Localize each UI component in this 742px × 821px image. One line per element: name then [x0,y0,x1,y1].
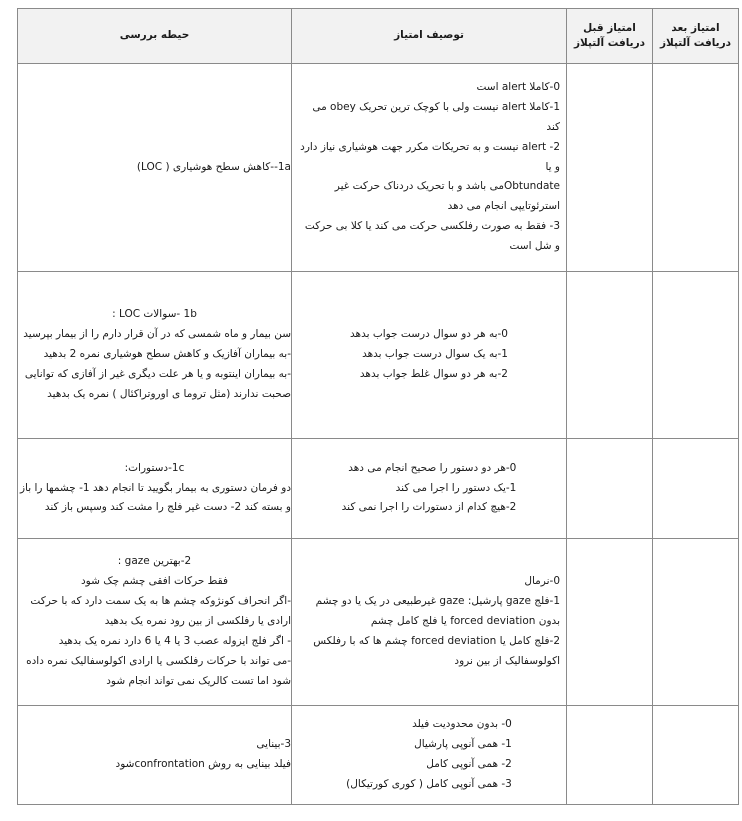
after-score-cell[interactable] [653,64,739,272]
description-line: 2- همی آنوپی کامل [426,758,512,770]
description-cell [292,539,567,706]
table-row [18,706,739,805]
description-line: 1-کاملا alert نیست ولی با کوچک ترین تحریک obey می کند [312,100,560,133]
description-line: 0-کاملا alert است [476,80,560,93]
description-line: 0- بدون محدودیت فیلد [412,718,512,731]
table-row [18,439,739,539]
description-line: 0-هر دو دستور را صحیح انجام می دهد [348,461,517,474]
table-header-row [18,9,739,64]
table-row [18,539,739,706]
area-title: 1a--کاهش سطح هوشیاری ( LOC) [136,160,291,173]
description-line: 1-یک دستور را اجرا می کند [395,481,517,494]
before-score-cell[interactable] [567,439,653,539]
after-score-cell[interactable] [653,439,739,539]
header-area: حیطه بررسی [18,9,292,64]
area-cell [18,272,292,439]
header-after-score: امتیاز بعد دریافت آلتپلاز [653,9,739,64]
area-cell [18,706,292,805]
header-before-score: امتیاز قبل دریافت آلتپلاز [567,9,653,64]
description-cell [292,64,567,272]
area-title: 2-بهترین gaze : [117,555,192,568]
description-cell [292,439,567,539]
description-line: 0-به هر دو سوال درست جواب بدهد [350,328,508,341]
description-line: 3- فقط به صورت رفلکسی حرکت می کند یا کلا بی حرکت و شل است [304,220,560,253]
area-line: فیلد بینایی به روش confrontationشود [115,758,291,770]
header-description: توصیف امتیاز [292,9,567,64]
before-score-cell[interactable] [567,706,653,805]
area-cell [18,539,292,706]
area-title: 1b -سوالات LOC : [112,308,197,321]
table-row [18,64,739,272]
area-line: -می تواند با حرکات رفلکسی یا ارادی اکولوسفالیک نمره داده شود اما تست کالریک نمی تواند انجام شود [26,654,291,687]
description-line: 3- همی آنوپی کامل ( کوری کورتیکال) [346,777,512,790]
description-line: 2-فلج کامل یا forced deviation چشم ها که با رفلکس اکولوسفالیک از بین نرود [313,634,560,667]
area-line: - اگر فلج ایزوله عصب 3 یا 4 یا 6 دارد نمره یک بدهید [58,634,291,647]
area-cell [18,439,292,539]
area-line: -اگر انحراف کونژوکه چشم ها به یک سمت دارد که با حرکت ارادی یا رفلکسی از بین رود نمره یک بدهید [30,595,291,628]
before-score-cell[interactable] [567,272,653,439]
description-line: 0-نرمال [524,575,560,588]
description-line: 2- alert نیست و به تحریکات مکرر جهت هوشیاری نیاز دارد و یا [300,140,560,173]
area-line: فقط حرکات افقی چشم چک شود [81,575,228,588]
description-cell [292,706,567,805]
before-score-cell[interactable] [567,64,653,272]
area-line: -به بیماران اینتوبه و یا هر علت دیگری غیر از آفازی که توانایی صحبت ندارند (مثل تروما ی اوروتراکئال ) نمره یک بدهید [24,367,291,400]
top-border-strip [18,0,742,8]
area-cell [18,64,292,272]
description-line: 1-به یک سوال درست جواب بدهد [362,348,508,361]
after-score-cell[interactable] [653,539,739,706]
area-line: دو فرمان دستوری به بیمار بگویید تا انجام دهد 1- چشمها را باز و بسته کند 2- دست غیر فلج را مشت کند وسپس باز کند [19,481,291,514]
description-line: 2-به هر دو سوال غلط جواب بدهد [359,367,508,380]
after-score-cell[interactable] [653,706,739,805]
before-score-cell[interactable] [567,539,653,706]
table-row [18,272,739,439]
area-line: -به بیماران آفازیک و کاهش سطح هوشیاری نمره 2 بدهید [43,348,291,361]
description-cell [292,272,567,439]
area-title: 1c-دستورات: [124,461,185,474]
description-line: Obtundateمی باشد و با تحریک دردناک حرکت غیر استرئوتایپی انجام می دهد [334,180,560,213]
nihss-score-table [17,8,739,805]
after-score-cell[interactable] [653,272,739,439]
area-title: 3-بینایی [256,738,291,751]
description-line: 1-فلج gaze پارشیل: gaze غیرطبیعی در یک یا دو چشم بدون forced deviation یا فلج کامل چشم [315,595,560,628]
description-line: 2-هیچ کدام از دستورات را اجرا نمی کند [341,501,517,514]
area-line: سن بیمار و ماه شمسی که در آن قرار دارم را از بیمار بپرسید [23,328,291,341]
description-line: 1- همی آنوپی پارشیال [414,738,512,751]
